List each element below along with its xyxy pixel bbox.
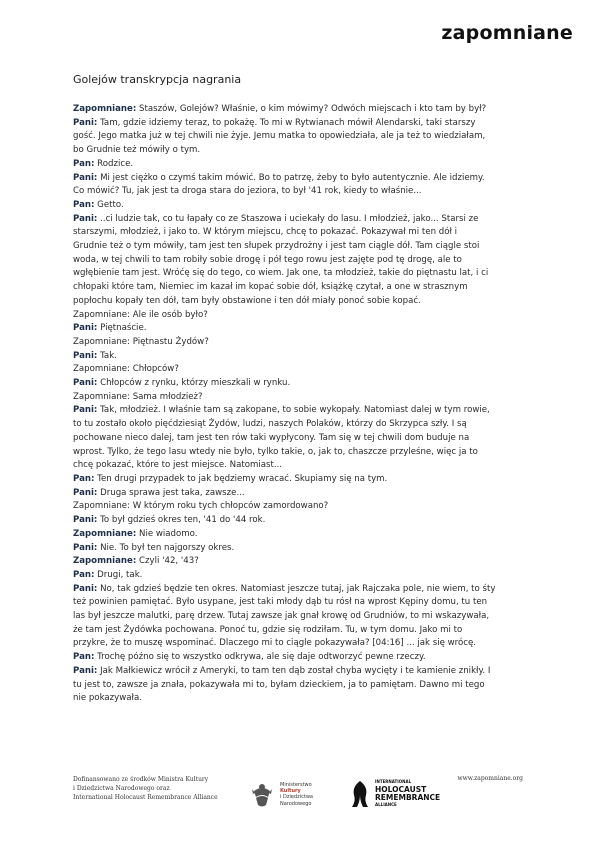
- speaker-label: Pani:: [73, 487, 98, 498]
- transcript-line: [73, 542, 533, 556]
- transcript-line: [73, 596, 533, 610]
- ministry-line: Narodowego: [280, 800, 312, 807]
- transcript-line: [73, 528, 533, 542]
- speaker-label: Zapomniane:: [73, 336, 130, 347]
- speaker-label: Zapomniane:: [73, 501, 130, 512]
- transcript-line: [73, 363, 533, 377]
- funding-line: i Dziedzictwa Narodowego oraz: [73, 785, 170, 792]
- transcript-line: [73, 199, 533, 213]
- speaker-label: Zapomniane:: [73, 528, 137, 539]
- transcript-text: Chłopców?: [132, 364, 179, 375]
- transcript-line: [73, 213, 533, 227]
- transcript-text: las był jeszcze malutki, parę drzew. Tutaj zawsze jak gnał krowę od Grudniów, to mi wskazywała,: [73, 611, 490, 622]
- transcript-line: [73, 103, 533, 117]
- transcript-text: pochowane nieco dalej, tam jest ten rów taki wypłycony. Tam się w tej chwili dom buduje na: [73, 432, 470, 443]
- speaker-label: Pani:: [73, 323, 98, 334]
- speaker-label: Zapomniane:: [73, 309, 130, 320]
- transcript-text: Mi jest ciężko o czymś takim mówić. Bo to patrzę, żeby to było autentycznie. Ale idziemy.: [100, 172, 485, 183]
- transcript-line: [73, 446, 533, 460]
- transcript-text: bo Grudnie też mówiły o tym.: [73, 145, 201, 156]
- transcript-line: [73, 473, 533, 487]
- transcript-text: nie pokazywała.: [73, 693, 142, 704]
- transcript-line: [73, 679, 533, 693]
- ihra-emblem-icon: [348, 779, 372, 809]
- ihra-small-bottom: ALLIANCE: [375, 801, 397, 807]
- transcript-line: [73, 117, 533, 131]
- funding-note: [73, 775, 218, 802]
- transcript-text: Rodzice.: [97, 158, 134, 169]
- transcript-line: [73, 309, 533, 323]
- transcript-text: Drugi, tak.: [97, 569, 143, 580]
- transcript-line: [73, 583, 533, 597]
- transcript-text: przykre, że to muszę wspominać. Dlaczego mi to ciągle pokazywała? [04:16] ... jak się wrócę.: [73, 638, 477, 649]
- speaker-label: Pani:: [73, 213, 98, 224]
- transcript-text: Piętnastu Żydów?: [132, 336, 209, 347]
- transcript-text: Getto.: [97, 199, 124, 210]
- funding-line: Dofinansowano ze środków Ministra Kultury: [73, 776, 209, 783]
- speaker-label: Pan:: [73, 652, 95, 663]
- speaker-label: Pan:: [73, 473, 95, 484]
- transcript-text: starszymi, młodzież, i jako to. W którym miejscu, chcę to pokazać. Pokazywał mi ten dół i: [73, 227, 458, 238]
- transcript-line: [73, 487, 533, 501]
- transcript-line: [73, 336, 533, 350]
- speaker-label: Pan:: [73, 569, 95, 580]
- ihra-line: REMEMBRANCE: [375, 792, 441, 802]
- speaker-label: Pani:: [73, 515, 98, 526]
- speaker-label: Pan:: [73, 199, 95, 210]
- transcript-text: Grudnie też o tym mówiły, tam jest ten słupek przydrożny i jest tam ciągle dół. Tam ciągle stoi: [73, 241, 480, 252]
- transcript-line: [73, 240, 533, 254]
- speaker-label: Zapomniane:: [73, 391, 130, 402]
- transcript-line: [73, 624, 533, 638]
- ihra-line: HOLOCAUST: [375, 784, 427, 794]
- transcript-line: [73, 254, 533, 268]
- transcript-text: Ten drugi przypadek to jak będziemy wracać. Skupiamy się na tym.: [97, 473, 388, 484]
- ministry-line: Ministerstwo: [280, 782, 312, 788]
- transcript-text: Co mówić? Tu, jak jest ta droga stara do jeziora, to był '41 rok, kiedy to właśnie...: [73, 186, 422, 197]
- transcript-line: [73, 267, 533, 281]
- transcript-text: To był gdzieś okres ten, '41 do '44 rok.: [100, 515, 266, 526]
- transcript-text: Jak Małkiewicz wrócił z Ameryki, to tam ten dąb został chyba wycięty i te kamienie znikły. I: [100, 665, 491, 676]
- transcript-line: [73, 651, 533, 665]
- transcript-line: [73, 391, 533, 405]
- speaker-label: Pani:: [73, 583, 98, 594]
- transcript-text: Druga sprawa jest taka, zawsze...: [100, 487, 245, 498]
- ministry-line: Kultury: [280, 788, 301, 795]
- transcript-text: Tak.: [100, 350, 117, 361]
- transcript-text: też powinien pamiętać. Było usypane, jest taki młody dąb tu rósł na wprost Kępiny domu, tu ten: [73, 597, 488, 608]
- transcript-text: ..ci ludzie tak, co tu łapały co ze Staszowa i uciekały do lasu. I młodzież, jako... Starsi ze: [100, 213, 479, 224]
- transcript-line: [73, 185, 533, 199]
- transcript-text: chcę pokazać, które to jest miejsce. Natomiast...: [73, 460, 283, 471]
- speaker-label: Zapomniane:: [73, 104, 137, 114]
- transcript-text: Sama młodzież?: [132, 391, 203, 402]
- transcript-line: [73, 610, 533, 624]
- speaker-label: Pani:: [73, 350, 98, 361]
- transcript-text: gość. Jego matka już w tej chwili nie żyje. Jemu matka to opowiedziała, ale ja też to wiedziałam,: [73, 131, 486, 142]
- transcript-line: [73, 295, 533, 309]
- transcript-line: [73, 130, 533, 144]
- ihra-small-top: INTERNATIONAL: [375, 779, 412, 784]
- transcript-line: [73, 418, 533, 432]
- ministry-logo: [250, 781, 330, 811]
- transcript-text: chłopaki które tam, Niemiec im kazał im kopać sobie dół, książkę czytał, a one w strasznym: [73, 282, 468, 293]
- transcript-text: Nie wiadomo.: [139, 528, 198, 539]
- transcript-text: No, tak gdzieś będzie ten okres. Natomiast jeszcze tutaj, jak Rajczaka pole, nie wiem, to śty: [100, 583, 496, 594]
- speaker-label: Pani:: [73, 378, 98, 389]
- transcript-text: tu jest to, zawsze ja znała, pokazywała mi to, byłam dzieckiem, ja to pamiętam. Dawno mi tego: [73, 679, 485, 690]
- footer: [73, 775, 523, 815]
- ministry-line: i Dziedzictwa: [280, 794, 313, 801]
- speaker-label: Pani:: [73, 172, 98, 183]
- speaker-label: Pani:: [73, 117, 98, 128]
- speaker-label: Zapomniane:: [73, 556, 137, 567]
- transcript-text: wprost. Tylko, że tego lasu wtedy nie było, tylko takie, o, jak to, chaszcze przyleśne, więc ja to: [73, 446, 478, 457]
- document-title: Golejów transkrypcja nagrania: [73, 73, 242, 86]
- transcript-text: że tam jest Żydówka pochowana. Ponoć tu, gdzie się rodziłam. Tu, w tym domu. Jako mi to: [73, 624, 463, 635]
- transcript-text: Tam, gdzie idziemy teraz, to pokażę. To mi w Rytwianach mówił Alendarski, taki starszy: [100, 117, 476, 128]
- brand-logo: zapomniane: [441, 22, 573, 44]
- transcript-line: [73, 692, 533, 706]
- ministry-emblem-icon: [250, 781, 274, 809]
- transcript-text: popłochu kopały ten dół, tam były obstawione i ten dół miały ponoć sobie kopać.: [73, 295, 421, 306]
- transcript-body: [73, 103, 533, 706]
- transcript-line: [73, 281, 533, 295]
- transcript-line: [73, 514, 533, 528]
- transcript-text: woda, w tej chwili to tam robiły sobie drogę i pół tego rowu jest zajęte pod tę drogę, ale to: [73, 254, 462, 265]
- transcript-text: Trochę późno się to wszystko odkrywa, ale się daje odtworzyć pewne rzeczy.: [97, 652, 426, 663]
- transcript-line: [73, 637, 533, 651]
- transcript-line: [73, 404, 533, 418]
- transcript-text: Piętnaście.: [100, 323, 147, 334]
- transcript-line: [73, 144, 533, 158]
- speaker-label: Pani:: [73, 665, 98, 676]
- transcript-line: [73, 158, 533, 172]
- transcript-line: [73, 350, 533, 364]
- transcript-line: [73, 172, 533, 186]
- transcript-text: Chłopców z rynku, którzy mieszkali w rynku.: [100, 378, 291, 389]
- transcript-line: [73, 569, 533, 583]
- transcript-line: [73, 665, 533, 679]
- transcript-text: Ale ile osób było?: [132, 309, 208, 320]
- transcript-line: [73, 555, 533, 569]
- transcript-line: [73, 226, 533, 240]
- transcript-line: [73, 377, 533, 391]
- transcript-line: [73, 500, 533, 514]
- speaker-label: Pani:: [73, 405, 98, 416]
- transcript-text: Czyli '42, '43?: [139, 556, 199, 567]
- website-link[interactable]: www.zapomniane.org: [457, 775, 523, 782]
- speaker-label: Zapomniane:: [73, 364, 130, 375]
- speaker-label: Pani:: [73, 542, 98, 553]
- transcript-line: [73, 459, 533, 473]
- transcript-line: [73, 432, 533, 446]
- ihra-logo: [348, 779, 448, 813]
- transcript-text: Staszów, Golejów? Właśnie, o kim mówimy? Odwóch miejscach i kto tam by był?: [139, 104, 487, 114]
- funding-line: International Holocaust Remembrance Alliance: [73, 794, 218, 801]
- transcript-text: wgłębienie tam jest. Wróćę się do tego, co wiem. Jak one, ta młodzież, takie do piętnastu lat, i ci: [73, 268, 489, 279]
- transcript-line: [73, 322, 533, 336]
- transcript-text: Nie. To był ten najgorszy okres.: [100, 542, 235, 553]
- transcript-text: Tak, młodzież. I właśnie tam są zakopane, to sobie wykopały. Natomiast dalej w tym rowie,: [100, 405, 490, 416]
- transcript-text: to tu zostało około pięćdziesiąt Żydów, ludzi, naszych Polaków, którzy do Skrzypca szły. I są: [73, 419, 467, 430]
- transcript-text: W którym roku tych chłopców zamordowano?: [132, 501, 329, 512]
- speaker-label: Pan:: [73, 158, 95, 169]
